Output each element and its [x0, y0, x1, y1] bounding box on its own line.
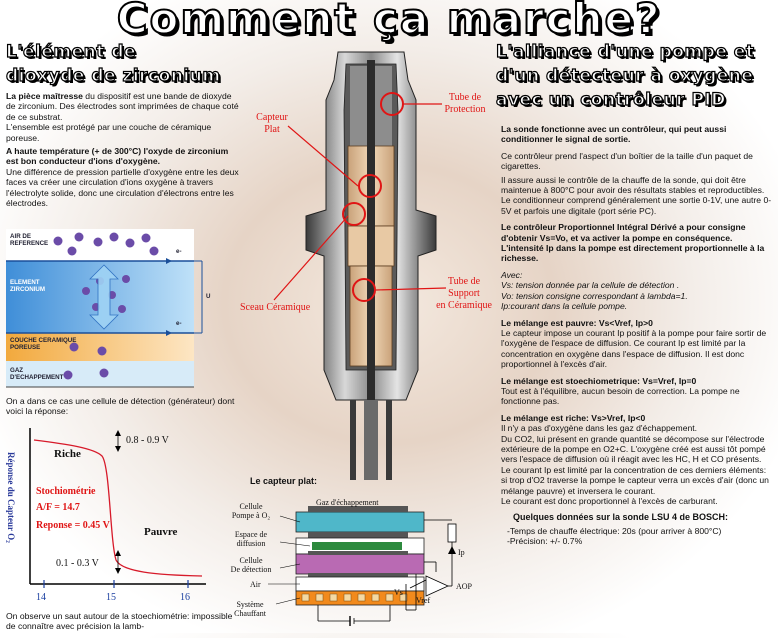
- zirconium-diagram-svg: [6, 229, 246, 389]
- vs-label: Vs: [394, 588, 403, 597]
- ceramic-label: COUCHE CERAMIQUE POREUSE: [10, 337, 77, 351]
- left-heading: [6, 40, 246, 88]
- left-heading-line2: dioxyde de zirconium: [6, 66, 221, 86]
- rich-text2: Du CO2, lui présent en grande quantité se décompose sur l'électrode extérieure de la pompe en O2+C. L'oxygène créé est aussi tôt pompé vers l'espace de diffusion où il réagit avec les HC, H et CO présents.: [501, 433, 766, 465]
- pump-cell-line2: Pompe à O₂: [231, 511, 271, 520]
- stoich-text: Tout est à l'équilibre, aucun besoin de correction. La pompe ne fonctionne pas.: [501, 385, 740, 407]
- right-p5: Le contrôleur Proportionnel Intégral Dérivé a pour consigne d'obtenir Vs=Vo, et va activer la pompe en conséquence.: [501, 222, 746, 243]
- def-vo: Vo: tension consigne correspondant à lambda=1.: [501, 290, 688, 301]
- capteur-plat-label: [248, 112, 296, 136]
- bosch-precision: -Précision: +/- 0.7%: [507, 536, 583, 547]
- chart-ylabel: Réponse du Capteur O₂: [6, 452, 16, 543]
- tube-support-line1: Tube de: [447, 276, 481, 287]
- temperature-text: A haute température (+ de 300°C) l'oxyde de zirconium est bon conducteur d'ions d'oxygène.: [6, 146, 229, 167]
- right-p1: La sonde fonctionne avec un contrôleur, qui peut aussi conditionner le signal de sortie.: [501, 124, 727, 145]
- tube-protection-line1: Tube de: [448, 92, 482, 103]
- detection-cell-label: [222, 556, 280, 574]
- zirconium-diagram: [6, 229, 246, 389]
- x-tick-label-16: 16: [180, 592, 190, 603]
- bosch-heating: -Temps de chauffe électrique: 20s (pour arriver à 800°C): [507, 525, 722, 536]
- air-label: Air: [250, 580, 261, 589]
- rich-text1: Il n'y a pas d'oxygène dans les gaz d'échappement.: [501, 423, 698, 434]
- right-p3: Il assure aussi le contrôle de la chauffe de la sonde, qui doit être maintenue à 800°C pour avoir des résultats stables et reproductibles.: [501, 174, 765, 196]
- flat-sensor-title: Le capteur plat:: [250, 476, 318, 486]
- heating-label: [224, 600, 276, 618]
- detection-cell-line1: Cellule: [239, 556, 263, 565]
- tube-protection-line2: Protection: [444, 104, 486, 115]
- tube-support-line2: Support: [448, 288, 480, 299]
- intro-bold: La pièce maîtresse: [6, 91, 83, 101]
- tube-support-label: [432, 276, 496, 312]
- right-heading-line3: avec un contrôleur PID: [496, 90, 726, 110]
- cell-text: On a dans ce cas une cellule de détection (générateur) dont voici la réponse:: [6, 396, 235, 417]
- right-heading: [496, 40, 778, 112]
- heating-line2: Chauffant: [234, 609, 266, 618]
- electron-top-label: e-: [176, 248, 182, 255]
- x-tick-label-14: 14: [36, 592, 46, 603]
- pump-cell-label: [222, 502, 280, 520]
- diffusion-label: [222, 530, 280, 548]
- flat-sensor-diagram: [220, 476, 486, 633]
- right-p6: L'intensité Ip dans la pompe est directement proportionnelle à la richesse.: [501, 243, 765, 264]
- rich-text3: Le courant Ip est limité par la concentration de ces derniers éléments: si trop d'O2 traverse la pompe le capteur verra un excès d'air (donc un mélange pauvre) et inversera le courant.: [501, 464, 769, 496]
- voltage-label: U: [206, 293, 211, 300]
- element-label: ELEMENT ZIRCONIUM: [10, 279, 46, 293]
- stoich-title: Le mélange est stoechiometrique: Vs=Vref, Ip=0: [501, 375, 697, 386]
- right-heading-line2: d'un détecteur à oxygène: [496, 66, 754, 86]
- right-body: [501, 124, 774, 547]
- intro-rest: du dispositif est une bande de dioxyde de zirconium. Des électrodes sont imprimées de chaque coté de ce substrat.: [6, 91, 239, 122]
- rich-label: Riche: [54, 448, 81, 460]
- pump-cell-line1: Cellule: [239, 502, 263, 511]
- diffusion-line1: Espace de: [234, 530, 268, 539]
- diffusion-line2: diffusion: [236, 539, 266, 548]
- exhaust-label: GAZ D'ECHAPPEMENT: [10, 367, 64, 381]
- def-vs: Vs: tension donnée par la cellule de détection .: [501, 280, 680, 291]
- response-chart: [6, 422, 212, 608]
- bottom-text: On observe un saut autour de la stoechiométrie: impossible de connaître avec précision la lamb-: [6, 611, 233, 632]
- af-label: A/F = 14.7: [36, 502, 80, 513]
- rich-title: Le mélange est riche: Vs>Vref, Ip<0: [501, 412, 646, 423]
- right-p2: Ce contrôleur prend l'aspect d'un boîtier de la taille d'un paquet de cigarettes.: [501, 150, 753, 172]
- right-heading-line1: L'alliance d'une pompe et: [496, 42, 755, 62]
- pressure-text: Une différence de pression partielle d'oxygène entre les deux faces va créer une circulation d'ions oxygène à travers l'électrolyte solide, donc une circulation d'électrons entre les électrodes.: [6, 166, 239, 209]
- avec-label: Avec:: [501, 269, 523, 280]
- tube-protection-label: [436, 92, 494, 116]
- detection-cell-line2: De détection: [230, 565, 272, 574]
- lean-range: 0.1 - 0.3 V: [56, 558, 99, 569]
- exhaust-gas-label: Gaz d'échappement: [316, 498, 379, 507]
- def-ip: Ip:courant dans la cellule pompe.: [501, 301, 628, 312]
- bosch-title: Quelques données sur la sonde LSU 4 de BOSCH:: [513, 512, 729, 523]
- rich-text4: Le courant est donc proportionnel à l'excès de carburant.: [501, 496, 718, 506]
- electron-bottom-label: e-: [176, 320, 182, 327]
- lean-text: Le capteur impose un courant Ip positif à la pompe pour faire sortir de l'oxygène de l'espace de diffusion. Ce courant Ip est limité par la concentration en oxygène dans l'espace de diffusion. Il est donc proportionnel à l'excès d'air.: [501, 327, 767, 370]
- heating-line1: Système: [236, 600, 264, 609]
- left-heading-line1: L'élément de: [6, 42, 137, 62]
- page-title: Comment ça marche?: [116, 0, 662, 43]
- response-label: Reponse = 0.45 V: [36, 520, 110, 531]
- tube-support-line3: en Céramique: [436, 300, 492, 311]
- air-ref-label: AIR DE REFERENCE: [10, 233, 49, 247]
- sensor-cross-section: [240, 40, 496, 480]
- ip-label: Ip: [458, 548, 465, 557]
- protection-text: L'ensemble est protégé par une couche de céramique poreuse.: [6, 122, 212, 143]
- response-chart-svg: [6, 422, 212, 608]
- sceau-label: Sceau Céramique: [240, 302, 311, 313]
- aop-label: AOP: [456, 582, 473, 591]
- capteur-plat-line1: Capteur: [256, 112, 288, 123]
- lean-label: Pauvre: [144, 526, 178, 538]
- stoich-label: Stochiométrie: [36, 486, 96, 497]
- right-p4: Le conditionneur comprend généralement une sortie 0-1V, une autre 0-5V et parfois une digitale (port série PC).: [501, 195, 772, 216]
- left-intro: [6, 91, 243, 208]
- rich-range: 0.8 - 0.9 V: [126, 435, 169, 446]
- x-tick-label-15: 15: [106, 592, 116, 603]
- capteur-plat-line2: Plat: [264, 124, 280, 135]
- vref-label: Vref: [416, 596, 431, 605]
- lean-title: Le mélange est pauvre: Vs<Vref, Ip>0: [501, 317, 653, 328]
